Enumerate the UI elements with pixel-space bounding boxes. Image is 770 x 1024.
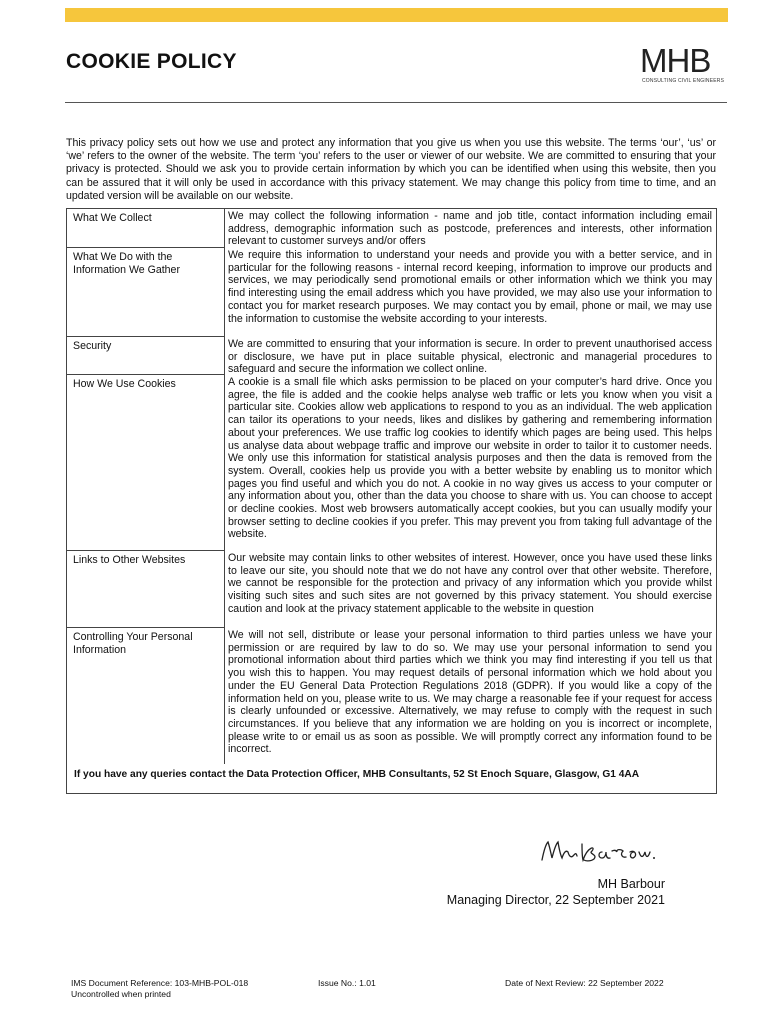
issue-number: Issue No.: 1.01	[318, 978, 376, 988]
row-divider	[67, 374, 224, 375]
row-label: Controlling Your Personal Information	[73, 631, 193, 656]
intro-paragraph: This privacy policy sets out how we use and protect any information that you give us when you use this website. The terms ‘our’, ‘us’ or ‘we’ refers to the owner of the website. The term ‘you’ refers to the user or viewer of our website. We are committed to ensuring that your privacy is protected. Should we ask you to provide certain information by which you can be identified when using this website, then you can be assured that it will only be used in accordance with this privacy statement. We may change this policy from time to time, and an updated version will be available on our website.	[66, 137, 716, 202]
logo-tagline: CONSULTING CIVIL ENGINEERS	[642, 78, 725, 84]
signer-role: Managing Director, 22 September 2021	[446, 893, 665, 907]
row-text: A cookie is a small file which asks permission to be placed on your computer’s hard drive. Once you agree, the file is added and the cookie helps analyse web traffic or lets you know when you visit a particular site. Cookies allow web applications to respond to you as an individual. The web application can tailor its operations to your needs, likes and dislikes by gathering and remembering information about your preferences. We use traffic log cookies to identify which pages are being used. This helps us analyse data about webpage traffic and improve our website in order to tailor it to customer needs. We only use this information for statistical analysis purposes and then the data is removed from the system. Overall, cookies help us provide you with a better website by enabling us to monitor which pages you find useful and which you do not. A cookie in no way gives us access to your computer or any information about you, other than the data you choose to share with us. You can choose to accept or decline cookies. Most web browsers automatically accept cookies, but you can usually modify your browser setting to decline cookies if you prefer. This may prevent you from taking full advantage of the website.	[228, 376, 712, 541]
row-text: We will not sell, distribute or lease your personal information to third parties unless we have your permission or are required by law to do so. We may use your personal information to send you promotional information about third parties which we think you may find interesting if you tell us that you wish this to happen. You may request details of personal information which we hold about you under the EU General Data Protection Regulations 2018 (GDPR). If you would like a copy of the information held on you, please write to us. We may charge a reasonable fee if your request for access is clearly unfounded or excessive. Alternatively, we may refuse to comply with the request in such circumstances. If you believe that any information we are holding on you is incorrect or incomplete, please write to or email us as soon as possible. We will promptly correct any information found to be incorrect.	[228, 629, 712, 756]
row-label: Links to Other Websites	[73, 554, 186, 566]
logo-mark: MHB	[640, 42, 711, 79]
row-label: How We Use Cookies	[73, 378, 176, 390]
company-logo	[640, 44, 730, 90]
policy-table	[66, 208, 717, 794]
contact-line: If you have any queries contact the Data Protection Officer, MHB Consultants, 52 St Enoch Square, Glasgow, G1 4AA	[74, 769, 640, 780]
row-text: We may collect the following information - name and job title, contact information including email address, demographic information such as postcode, preferences and interests, other information relevant to customer surveys and/or offers	[228, 210, 712, 248]
row-text: We are committed to ensuring that your information is secure. In order to prevent unauthorised access or disclosure, we have put in place suitable physical, electronic and managerial procedures to safeguard and secure the information we collect online.	[228, 338, 712, 376]
row-label: What We Do with the Information We Gather	[73, 251, 180, 276]
signature-image	[538, 836, 658, 866]
page-title: COOKIE POLICY	[66, 50, 237, 73]
column-divider	[224, 209, 225, 764]
row-divider	[67, 550, 224, 551]
next-review-date: Date of Next Review: 22 September 2022	[505, 978, 664, 988]
header-accent-bar	[65, 8, 728, 22]
row-label: What We Collect	[73, 212, 152, 224]
row-label: Security	[73, 340, 112, 352]
row-text: Our website may contain links to other websites of interest. However, once you have used these links to leave our site, you should note that we do not have any control over that other website. Therefore, we cannot be responsible for the protection and privacy of any information which you provide whilst visiting such sites and such sites are not governed by this privacy statement. You should exercise caution and look at the privacy statement applicable to the website in question	[228, 552, 712, 615]
row-divider	[67, 247, 224, 248]
row-divider	[67, 336, 224, 337]
header-divider	[65, 102, 727, 103]
document-reference: IMS Document Reference: 103-MHB-POL-018	[71, 978, 249, 988]
row-divider	[67, 627, 224, 628]
footer-document-reference	[71, 978, 248, 1000]
uncontrolled-note: Uncontrolled when printed	[71, 989, 171, 999]
row-text: We require this information to understand your needs and provide you with a better service, and in particular for the following reasons - internal record keeping, information to improve our products and services, we may periodically send promotional emails or other information which we think you may find interesting using the email address which you have provided, we may also use your information to contact you for market research purposes. We may contact you by email, phone or mail, we may use the information to customise the website according to your interests.	[228, 249, 712, 325]
signer-name: MH Barbour	[597, 877, 665, 891]
